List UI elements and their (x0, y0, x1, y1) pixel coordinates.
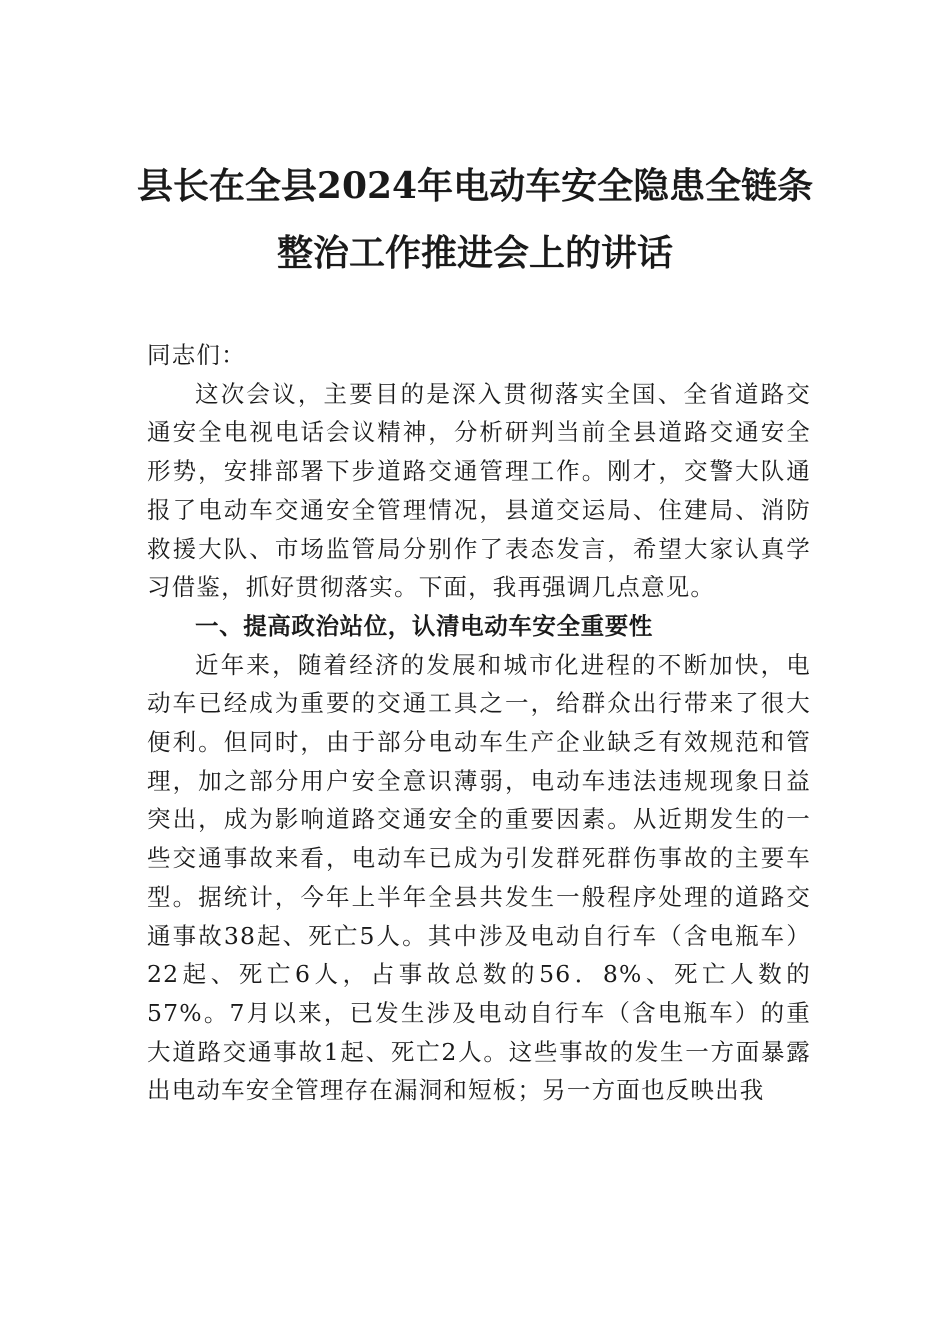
section-heading-1: 一、提高政治站位，认清电动车安全重要性 (195, 611, 653, 640)
paragraph-section1: 近年来，随着经济的发展和城市化进程的不断加快，电动车已经成为重要的交通工具之一，给群众出行带来了很大便利。但同时，由于部分电动车生产企业缺乏有效规范和管理，加之部分用户安全意识薄弱，电动车违法违规现象日益突出，成为影响道路交通安全的重要因素。从近期发生的一些交通事故来看，电动车已成为引发群死群伤事故的主要车型。据统计，今年上半年全县共发生一般程序处理的道路交通事故38起、死亡5人。其中涉及电动自行车（含电瓶车）22起、死亡6人，占事故总数的56．8%、死亡人数的57%。7月以来，已发生涉及电动自行车（含电瓶车）的重大道路交通事故1起、死亡2人。这些事故的发生一方面暴露出电动车安全管理存在漏洞和短板；另一方面也反映出我 (147, 650, 811, 1105)
salutation: 同志们： (147, 341, 246, 369)
document-body (147, 336, 811, 1110)
document-title-line2: 整治工作推进会上的讲话 (276, 232, 673, 274)
document-title-line1: 县长在全县2024年电动车安全隐患全链条 (136, 165, 814, 207)
paragraph-intro: 这次会议，主要目的是深入贯彻落实全国、全省道路交通安全电视电话会议精神，分析研判当前全县道路交通安全形势，安排部署下步道路交通管理工作。刚才，交警大队通报了电动车交通安全管理情况，县道交运局、住建局、消防救援大队、市场监管局分别作了表态发言，希望大家认真学习借鉴，抓好贯彻落实。下面，我再强调几点意见。 (147, 379, 811, 602)
